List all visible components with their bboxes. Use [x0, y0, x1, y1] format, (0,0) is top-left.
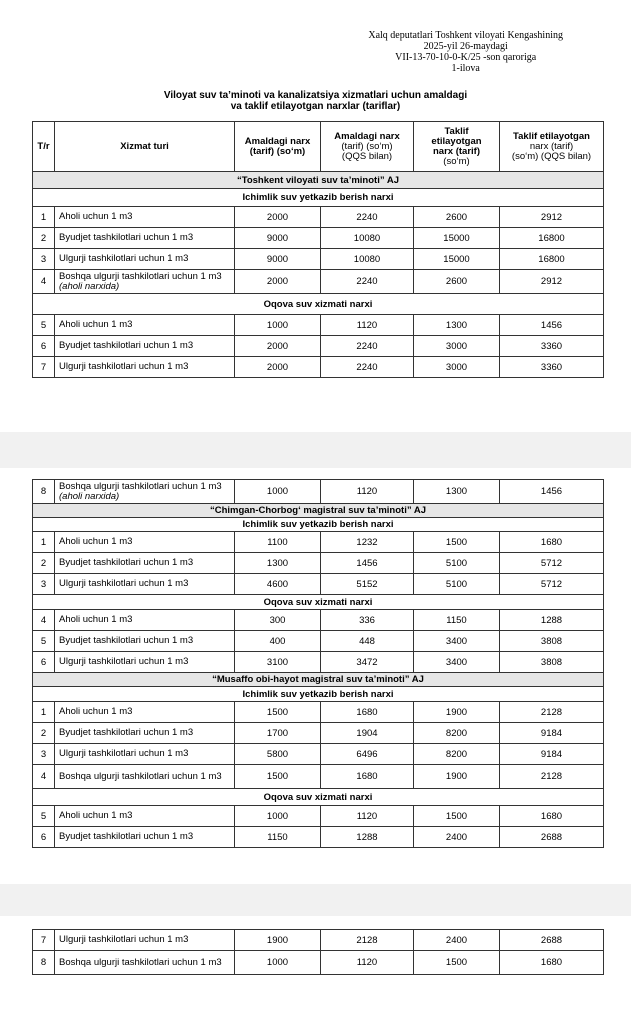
- table-cell: 3000: [414, 336, 500, 357]
- table-cell: 1680: [321, 702, 414, 723]
- table-cell: 3360: [500, 336, 604, 357]
- table-cell: Boshqa ulgurji tashkilotlari uchun 1 m3: [55, 951, 235, 975]
- table-cell: 1120: [321, 315, 414, 336]
- table-cell: Aholi uchun 1 m3: [55, 315, 235, 336]
- table-row: [33, 315, 604, 336]
- table-cell: 1: [33, 207, 55, 228]
- table-cell: 1000: [235, 480, 321, 504]
- table-cell: 1300: [235, 553, 321, 574]
- table-cell: 1: [33, 702, 55, 723]
- table-cell: 8200: [414, 744, 500, 765]
- table-cell: “Toshkent viloyati suv ta’minoti” AJ: [33, 172, 604, 189]
- tariff-table-page-2: [32, 479, 604, 848]
- table-cell: 1700: [235, 723, 321, 744]
- section-row: [33, 518, 604, 532]
- table-cell: 5712: [500, 553, 604, 574]
- table-cell: Byudjet tashkilotlari uchun 1 m3: [55, 336, 235, 357]
- table-cell: 2600: [414, 207, 500, 228]
- table-cell: Aholi uchun 1 m3: [55, 702, 235, 723]
- table-cell: Oqova suv xizmati narxi: [33, 294, 604, 315]
- table-cell: Byudjet tashkilotlari uchun 1 m3: [55, 228, 235, 249]
- page-gap: [0, 432, 631, 468]
- table-cell: 1000: [235, 951, 321, 975]
- table-cell: 1288: [321, 827, 414, 848]
- table-cell: 1680: [500, 806, 604, 827]
- table-cell: 3: [33, 744, 55, 765]
- table-cell: 2688: [500, 930, 604, 951]
- table-cell: 1900: [235, 930, 321, 951]
- table-row: [33, 806, 604, 827]
- table-cell: 9184: [500, 744, 604, 765]
- org-row: [33, 673, 604, 687]
- table-cell: 3: [33, 249, 55, 270]
- table-row: [33, 930, 604, 951]
- table-row: [33, 249, 604, 270]
- table-row: [33, 574, 604, 595]
- table-cell: Ulgurji tashkilotlari uchun 1 m3: [55, 357, 235, 378]
- table-cell: 1120: [321, 480, 414, 504]
- table-cell: 1900: [414, 702, 500, 723]
- table-cell: Ichimlik suv yetkazib berish narxi: [33, 518, 604, 532]
- col-proposed-header: Taklif etilayotgan narx (tarif) (so‘m): [414, 122, 500, 172]
- table-cell: 2688: [500, 827, 604, 848]
- table-row: [33, 532, 604, 553]
- table-cell: 16800: [500, 249, 604, 270]
- section-row: [33, 595, 604, 610]
- table-cell: 1: [33, 532, 55, 553]
- table-cell: 2912: [500, 270, 604, 294]
- table-cell: 3: [33, 574, 55, 595]
- table-row: [33, 610, 604, 631]
- table-cell: 2128: [500, 702, 604, 723]
- title-line: va taklif etilayotgan narxlar (tariflar): [230, 101, 401, 112]
- table-cell: 3360: [500, 357, 604, 378]
- table-cell: 5: [33, 315, 55, 336]
- table-row: [33, 357, 604, 378]
- table-cell: 8: [33, 951, 55, 975]
- resolution-header: [368, 30, 563, 74]
- table-cell: 5100: [414, 553, 500, 574]
- table-cell: 1300: [414, 315, 500, 336]
- table-cell: 3472: [321, 652, 414, 673]
- table-cell: Oqova suv xizmati narxi: [33, 789, 604, 806]
- col-current-header: Amaldagi narx (tarif) (so‘m): [235, 122, 321, 172]
- table-cell: 3400: [414, 652, 500, 673]
- table-row: [33, 951, 604, 975]
- table-cell: Ulgurji tashkilotlari uchun 1 m3: [55, 574, 235, 595]
- tariff-table-page-3: [32, 929, 604, 975]
- table-cell: 1680: [500, 951, 604, 975]
- table-cell: 1456: [500, 315, 604, 336]
- table-row: [33, 702, 604, 723]
- table-cell: Ulgurji tashkilotlari uchun 1 m3: [55, 652, 235, 673]
- table-cell: Boshqa ulgurji tashkilotlari uchun 1 m3 (aholi narxida): [55, 270, 235, 294]
- table-cell: Byudjet tashkilotlari uchun 1 m3: [55, 827, 235, 848]
- page-gap: [0, 884, 631, 916]
- table-cell: Byudjet tashkilotlari uchun 1 m3: [55, 553, 235, 574]
- section-row: [33, 189, 604, 207]
- table-cell: 7: [33, 357, 55, 378]
- table-cell: 1120: [321, 806, 414, 827]
- section-row: [33, 294, 604, 315]
- table-cell: “Chimgan-Chorbog‘ magistral suv ta’minoti” AJ: [33, 504, 604, 518]
- org-row: [33, 504, 604, 518]
- table-cell: 4: [33, 270, 55, 294]
- table-row: [33, 228, 604, 249]
- table-cell: 8200: [414, 723, 500, 744]
- table-row: [33, 827, 604, 848]
- table-cell: 6: [33, 827, 55, 848]
- section-row: [33, 789, 604, 806]
- table-cell: 1500: [414, 806, 500, 827]
- table-header-row: [33, 122, 604, 172]
- title-line: Viloyat suv ta’minoti va kanalizatsiya xizmatlari uchun amaldagi: [163, 90, 468, 101]
- table-row: [33, 480, 604, 504]
- table-cell: 4: [33, 610, 55, 631]
- table-cell: 1232: [321, 532, 414, 553]
- table-row: [33, 207, 604, 228]
- table-cell: 5: [33, 806, 55, 827]
- table-cell: 1288: [500, 610, 604, 631]
- table-cell: 1500: [414, 532, 500, 553]
- table-cell: 4: [33, 765, 55, 789]
- table-cell: 1904: [321, 723, 414, 744]
- table-cell: 1456: [500, 480, 604, 504]
- table-row: [33, 744, 604, 765]
- table-cell: 2: [33, 553, 55, 574]
- table-cell: 3400: [414, 631, 500, 652]
- table-cell: 1900: [414, 765, 500, 789]
- table-cell: 1680: [500, 532, 604, 553]
- table-cell: 15000: [414, 228, 500, 249]
- table-cell: Byudjet tashkilotlari uchun 1 m3: [55, 631, 235, 652]
- header-line: 1-ilova: [451, 63, 480, 74]
- section-row: [33, 687, 604, 702]
- table-cell: Boshqa ulgurji tashkilotlari uchun 1 m3 (aholi narxida): [55, 480, 235, 504]
- table-cell: 2128: [500, 765, 604, 789]
- table-cell: 9000: [235, 249, 321, 270]
- header-line: VII-13-70-10-0-K/25 -son qaroriga: [395, 52, 537, 63]
- table-cell: 2000: [235, 357, 321, 378]
- table-cell: 1150: [235, 827, 321, 848]
- table-cell: 3808: [500, 631, 604, 652]
- table-row: [33, 652, 604, 673]
- table-cell: 1300: [414, 480, 500, 504]
- table-cell: Aholi uchun 1 m3: [55, 610, 235, 631]
- table-cell: 16800: [500, 228, 604, 249]
- table-row: [33, 723, 604, 744]
- table-cell: Boshqa ulgurji tashkilotlari uchun 1 m3: [55, 765, 235, 789]
- table-cell: Ulgurji tashkilotlari uchun 1 m3: [55, 930, 235, 951]
- table-row: [33, 336, 604, 357]
- table-cell: 2: [33, 228, 55, 249]
- table-cell: 2600: [414, 270, 500, 294]
- table-cell: 8: [33, 480, 55, 504]
- table-cell: 2: [33, 723, 55, 744]
- table-cell: 300: [235, 610, 321, 631]
- table-cell: 2400: [414, 827, 500, 848]
- table-cell: 10080: [321, 249, 414, 270]
- table-cell: 1456: [321, 553, 414, 574]
- table-cell: 4600: [235, 574, 321, 595]
- table-cell: Ichimlik suv yetkazib berish narxi: [33, 687, 604, 702]
- table-cell: 10080: [321, 228, 414, 249]
- table-cell: 1100: [235, 532, 321, 553]
- header-line: Xalq deputatlari Toshkent viloyati Kengashining: [368, 30, 563, 41]
- table-cell: 9184: [500, 723, 604, 744]
- table-cell: 1000: [235, 806, 321, 827]
- table-cell: Byudjet tashkilotlari uchun 1 m3: [55, 723, 235, 744]
- table-cell: 448: [321, 631, 414, 652]
- table-row: [33, 631, 604, 652]
- table-cell: Aholi uchun 1 m3: [55, 806, 235, 827]
- table-cell: 2240: [321, 336, 414, 357]
- header-line: 2025-yil 26-maydagi: [423, 41, 508, 52]
- table-cell: 6: [33, 336, 55, 357]
- table-cell: 9000: [235, 228, 321, 249]
- table-cell: “Musaffo obi-hayot magistral suv ta’minoti” AJ: [33, 673, 604, 687]
- table-cell: 2000: [235, 207, 321, 228]
- table-cell: 5712: [500, 574, 604, 595]
- table-cell: 1150: [414, 610, 500, 631]
- table-cell: 1500: [235, 702, 321, 723]
- table-cell: 2000: [235, 336, 321, 357]
- table-cell: 7: [33, 930, 55, 951]
- table-cell: 3000: [414, 357, 500, 378]
- table-cell: 400: [235, 631, 321, 652]
- table-cell: 1680: [321, 765, 414, 789]
- col-current-vat-header: Amaldagi narx (tarif) (so‘m) (QQS bilan): [321, 122, 414, 172]
- tariff-table-page-1: [32, 121, 604, 378]
- table-row: [33, 765, 604, 789]
- table-cell: 6496: [321, 744, 414, 765]
- table-cell: 5152: [321, 574, 414, 595]
- table-row: [33, 553, 604, 574]
- table-cell: 2912: [500, 207, 604, 228]
- table-cell: 15000: [414, 249, 500, 270]
- table-cell: Oqova suv xizmati narxi: [33, 595, 604, 610]
- table-cell: 1500: [414, 951, 500, 975]
- table-cell: 5: [33, 631, 55, 652]
- table-cell: 1120: [321, 951, 414, 975]
- table-cell: Ulgurji tashkilotlari uchun 1 m3: [55, 249, 235, 270]
- col-service-header: Xizmat turi: [55, 122, 235, 172]
- table-cell: 1500: [235, 765, 321, 789]
- table-cell: Ichimlik suv yetkazib berish narxi: [33, 189, 604, 207]
- table-cell: Aholi uchun 1 m3: [55, 207, 235, 228]
- table-cell: Aholi uchun 1 m3: [55, 532, 235, 553]
- table-cell: 1000: [235, 315, 321, 336]
- table-cell: 5100: [414, 574, 500, 595]
- table-cell: 2240: [321, 270, 414, 294]
- org-row: [33, 172, 604, 189]
- table-cell: 2240: [321, 357, 414, 378]
- table-cell: 5800: [235, 744, 321, 765]
- table-cell: 6: [33, 652, 55, 673]
- table-cell: 2240: [321, 207, 414, 228]
- table-cell: 336: [321, 610, 414, 631]
- table-cell: Ulgurji tashkilotlari uchun 1 m3: [55, 744, 235, 765]
- table-cell: 2400: [414, 930, 500, 951]
- table-cell: 2128: [321, 930, 414, 951]
- table-cell: 2000: [235, 270, 321, 294]
- col-num-header: T/r: [33, 122, 55, 172]
- table-cell: 3100: [235, 652, 321, 673]
- table-row: [33, 270, 604, 294]
- col-proposed-vat-header: Taklif etilayotgan narx (tarif) (so‘m) (QQS bilan): [500, 122, 604, 172]
- document-title: [0, 90, 631, 112]
- table-cell: 3808: [500, 652, 604, 673]
